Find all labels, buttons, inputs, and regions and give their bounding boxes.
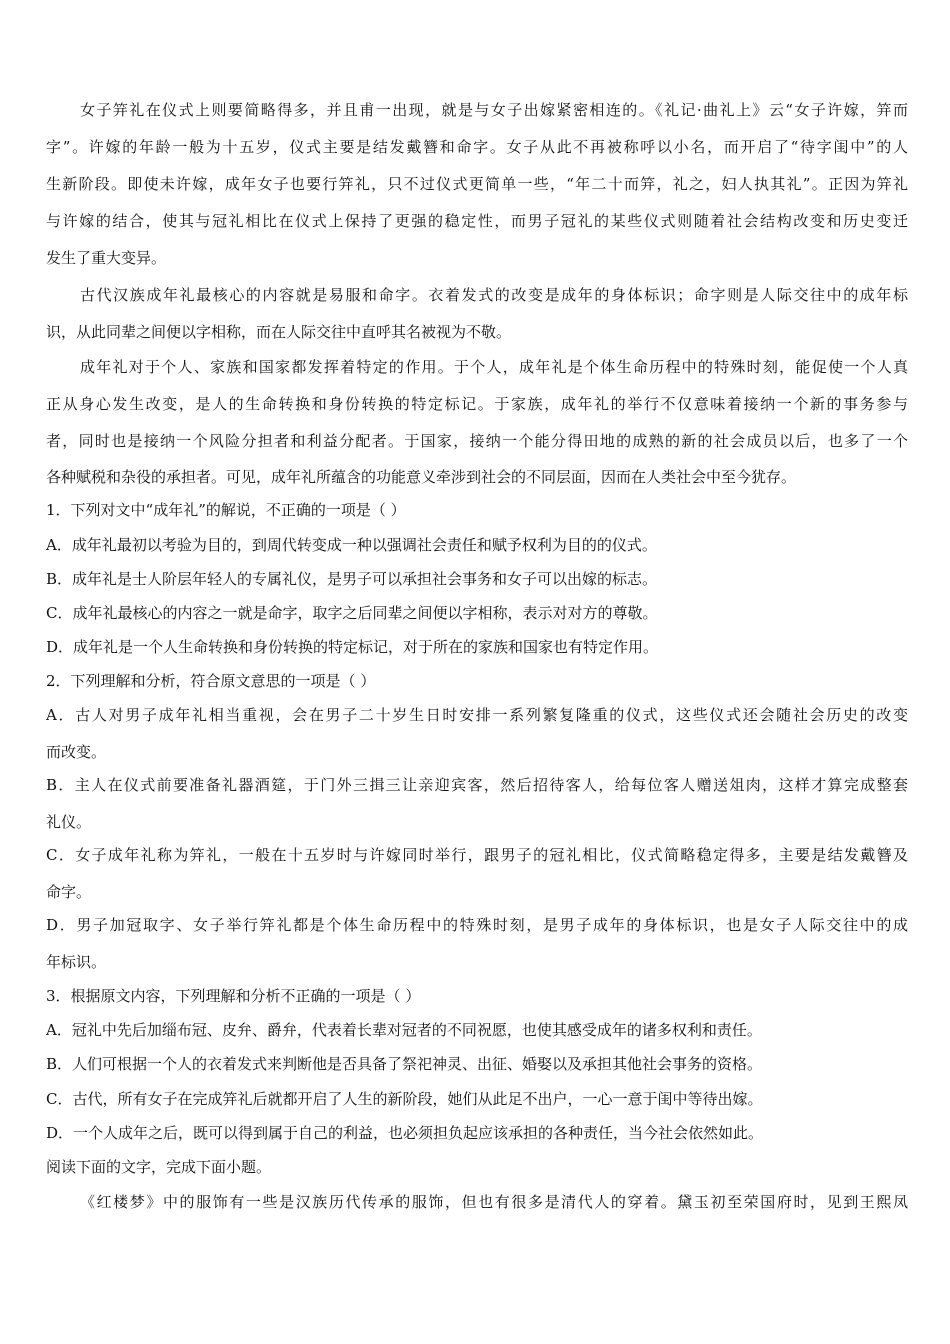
section-instruction: 阅读下面的文字，完成下面小题。 bbox=[46, 1158, 272, 1176]
option-b: B．成年礼是士人阶层年轻人的专属礼仪，是男子可以承担社会事务和女子可以出嫁的标志。 bbox=[46, 570, 658, 588]
option-d: D．一个人成年之后，既可以得到属于自己的利益，也必须担负起应该承担的各种责任，当今社会依然如此。 bbox=[46, 1124, 764, 1142]
passage-line: 者，同时也是接纳一个风险分担者和利益分配者。于国家，接纳一个能分得田地的成熟的新的社会成员以后，也多了一个 bbox=[46, 432, 908, 450]
option-c: C．成年礼最核心的内容之一就是命字，取字之后同辈之间便以字相称，表示对对方的尊敬。 bbox=[46, 604, 658, 622]
option-d-cont: 年标识。 bbox=[46, 953, 107, 971]
passage-line: 识，从此同辈之间便以字相称，而在人际交往中直呼其名被视为不敬。 bbox=[46, 323, 512, 341]
option-a-cont: 而改变。 bbox=[46, 743, 107, 761]
option-b-cont: 礼仪。 bbox=[46, 813, 92, 831]
option-c: C．女子成年礼称为笄礼，一般在十五岁时与许嫁同时举行，跟男子的冠礼相比，仪式简略稳定得多，主要是结发戴簪及 bbox=[46, 846, 908, 864]
passage-line: 生新阶段。即使未许嫁，成年女子也要行笄礼，只不过仪式更简单一些，“年二十而笄，礼之，妇人执其礼”。正因为笄礼 bbox=[46, 175, 908, 193]
option-a: A．冠礼中先后加缁布冠、皮弁、爵弁，代表着长辈对冠者的不同祝愿，也使其感受成年的诸多权利和责任。 bbox=[46, 1021, 762, 1039]
option-d: D．成年礼是一个人生命转换和身份转换的特定标记，对于所在的家族和国家也有特定作用。 bbox=[46, 638, 659, 656]
option-b: B．主人在仪式前要准备礼器酒筵，于门外三揖三让亲迎宾客，然后招待客人，给每位客人赠送俎肉，这样才算完成整套 bbox=[46, 776, 908, 794]
option-b: B．人们可根据一个人的衣着发式来判断他是否具备了祭祀神灵、出征、婚娶以及承担其他社会事务的资格。 bbox=[46, 1055, 763, 1073]
question-stem: 1．下列对文中“成年礼”的解说，不正确的一项是（ ） bbox=[46, 501, 406, 519]
option-a: A．成年礼最初以考验为目的，到周代转变成一种以强调社会责任和赋予权利为目的的仪式。 bbox=[46, 536, 657, 554]
passage-line: 成年礼对于个人、家族和国家都发挥着特定的作用。于个人，成年礼是个体生命历程中的特殊时刻，能促使一个人真 bbox=[80, 358, 908, 376]
option-c-cont: 命字。 bbox=[46, 883, 92, 901]
passage2-line: 《红楼梦》中的服饰有一些是汉族历代传承的服饰，但也有很多是清代人的穿着。黛玉初至荣国府时，见到王熙凤 bbox=[80, 1193, 908, 1211]
passage-line: 字”。许嫁的年龄一般为十五岁，仪式主要是结发戴簪和命字。女子从此不再被称呼以小名，而开启了“待字闺中”的人 bbox=[46, 138, 908, 156]
option-a: A．古人对男子成年礼相当重视，会在男子二十岁生日时安排一系列繁复隆重的仪式，这些仪式还会随社会历史的改变 bbox=[46, 706, 908, 724]
passage-line: 古代汉族成年礼最核心的内容就是易服和命字。衣着发式的改变是成年的身体标识；命字则是人际交往中的成年标 bbox=[80, 286, 908, 304]
passage-line: 与许嫁的结合，使其与冠礼相比在仪式上保持了更强的稳定性，而男子冠礼的某些仪式则随着社会结构改变和历史变迁 bbox=[46, 212, 908, 230]
option-c: C．古代，所有女子在完成笄礼后就都开启了人生的新阶段，她们从此足不出户，一心一意于闺中等待出嫁。 bbox=[46, 1090, 763, 1108]
passage-line: 女子笄礼在仪式上则要简略得多，并且甫一出现，就是与女子出嫁紧密相连的。《礼记·曲礼上》云“女子许嫁，笄而 bbox=[80, 101, 908, 119]
option-d: D．男子加冠取字、女子举行笄礼都是个体生命历程中的特殊时刻，是男子成年的身体标识，也是女子人际交往中的成 bbox=[46, 916, 908, 934]
passage-line: 正从身心发生改变，是人的生命转换和身份转换的特定标记。于家族，成年礼的举行不仅意味着接纳一个新的事务参与 bbox=[46, 395, 908, 413]
question-stem: 3．根据原文内容，下列理解和分析不正确的一项是（ ） bbox=[46, 987, 421, 1005]
passage-line: 各种赋税和杂役的承担者。可见，成年礼所蕴含的功能意义牵涉到社会的不同层面，因而在人类社会中至今犹存。 bbox=[46, 468, 797, 486]
question-stem: 2．下列理解和分析，符合原文意思的一项是（ ） bbox=[46, 672, 376, 690]
passage-line: 发生了重大变异。 bbox=[46, 249, 167, 267]
